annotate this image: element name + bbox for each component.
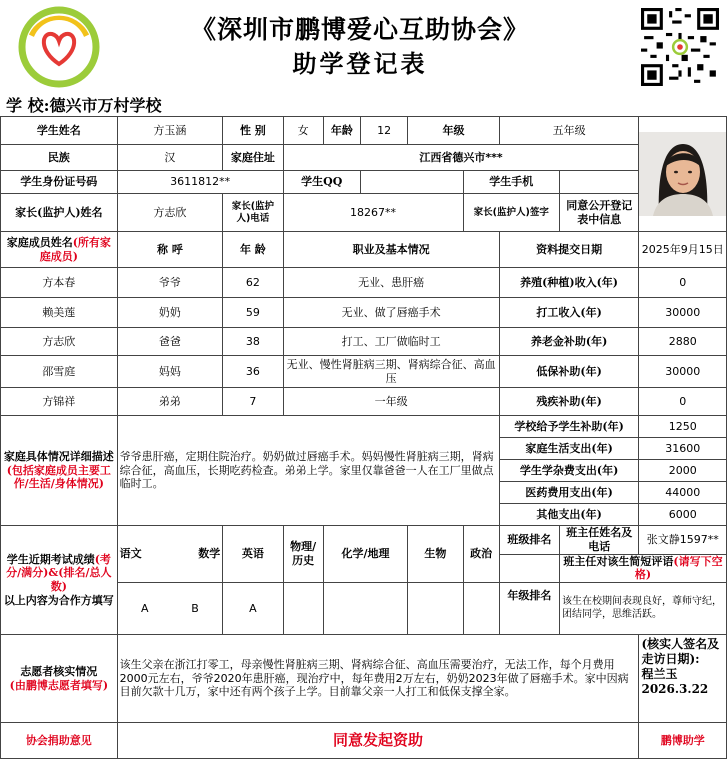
table-row (1, 416, 727, 438)
table-row (1, 194, 727, 232)
footer-opinion: 同意发起资助 (117, 723, 639, 759)
member-name: 方锦祥 (1, 388, 118, 416)
age-label: 年龄 (323, 117, 360, 145)
student-phone-value (560, 171, 639, 194)
subject-politics: 政治 (463, 526, 499, 583)
student-name: 方玉涵 (117, 117, 223, 145)
finance-value: 1250 (639, 416, 727, 438)
exam-scores-cell (117, 583, 223, 635)
qr-code-icon (640, 8, 720, 86)
verify-date: 2026.3.22 (641, 682, 709, 696)
grade-value: 五年级 (499, 117, 639, 145)
family-header-name-text: 家庭成员姓名 (6, 235, 73, 249)
association-logo (18, 6, 100, 88)
finance-label: 养殖(种植)收入(年) (499, 268, 639, 298)
volunteer-label (1, 635, 118, 723)
table-row (1, 635, 727, 723)
class-rank-value (499, 554, 559, 583)
table-row (1, 171, 727, 194)
finance-value: 6000 (639, 504, 727, 526)
table-row (1, 388, 727, 416)
grade-rank-label: 年级排名 (499, 583, 559, 635)
subject-biology: 生物 (408, 526, 463, 583)
footer-label: 协会捐助意见 (1, 723, 118, 759)
member-job: 无业、患肝癌 (283, 268, 499, 298)
exam-label (1, 526, 118, 635)
guardian-name-label: 家长(监护人)姓名 (1, 194, 118, 232)
score-physics-history (283, 583, 323, 635)
class-rank-label: 班级排名 (499, 526, 559, 555)
finance-value: 2000 (639, 460, 727, 482)
finance-label: 残疾补助(年) (499, 388, 639, 416)
score-english: A (223, 583, 283, 635)
table-row (1, 268, 727, 298)
volunteer-text: 该生父亲在浙江打零工，母亲慢性肾脏病三期、肾病综合征、高血压需要治疗，无法工作，每个月费用2000元左右，爷爷2020年患肝癌，现治疗中，每年费用2万左右，奶奶2023年做了唇癌手术。家中因病目前欠款十几万，家中还有两个孩子上学。目前靠父亲一人打工和低保支撑全家。 (117, 635, 639, 723)
student-photo-image (639, 132, 726, 216)
member-relation: 奶奶 (117, 298, 223, 328)
header (0, 0, 727, 90)
table-row (1, 328, 727, 356)
finance-label: 医药费用支出(年) (499, 482, 639, 504)
member-age: 59 (223, 298, 283, 328)
member-job: 打工、工厂做临时工 (283, 328, 499, 356)
student-phone-label: 学生手机 (463, 171, 560, 194)
exam-subjects-cell (117, 526, 223, 583)
table-row (1, 356, 727, 388)
registration-table (0, 116, 727, 759)
member-age: 38 (223, 328, 283, 356)
finance-label: 学校给予学生补助(年) (499, 416, 639, 438)
member-name: 邵雪庭 (1, 356, 118, 388)
member-relation: 妈妈 (117, 356, 223, 388)
finance-label: 低保补助(年) (499, 356, 639, 388)
member-job: 无业、慢性肾脏病三期、肾病综合征、高血压 (283, 356, 499, 388)
verify-cell (639, 635, 727, 723)
finance-value: 30000 (639, 298, 727, 328)
member-relation: 弟弟 (117, 388, 223, 416)
student-id-label: 学生身份证号码 (1, 171, 118, 194)
finance-label: 学生学杂费支出(年) (499, 460, 639, 482)
subject-math: 数学 (198, 547, 221, 561)
finance-label: 家庭生活支出(年) (499, 438, 639, 460)
subject-chemistry-geography: 化学/地理 (323, 526, 407, 583)
submit-date-label: 资料提交日期 (499, 232, 639, 268)
member-name: 方本春 (1, 268, 118, 298)
table-row (1, 117, 727, 145)
student-qq-label: 学生QQ (283, 171, 360, 194)
ethnicity-value: 汉 (117, 145, 223, 171)
subject-chinese: 语文 (119, 547, 142, 561)
family-detail-text: 爷爷患肝癌，定期住院治疗。奶奶做过唇癌手术。妈妈慢性肾脏病三期，肾病综合征，高血压，长期吃药检查。弟弟上学。家里仅靠爸爸一人在工厂里做点临时工。 (117, 416, 499, 526)
address-value: 江西省德兴市*** (283, 145, 639, 171)
finance-label: 打工收入(年) (499, 298, 639, 328)
family-header-name-note: (所有家庭成员) (39, 235, 111, 263)
finance-label: 养老金补助(年) (499, 328, 639, 356)
school-label: 学 校: (6, 96, 50, 115)
exam-label-text: 学生近期考试成绩 (6, 552, 95, 566)
finance-label: 其他支出(年) (499, 504, 639, 526)
submit-date: 2025年9月15日 (639, 232, 727, 268)
volunteer-label-text: 志愿者核实情况 (20, 664, 98, 678)
finance-value: 44000 (639, 482, 727, 504)
guardian-phone: 18267** (283, 194, 463, 232)
student-name-label: 学生姓名 (1, 117, 118, 145)
title-line-2: 助学登记表 (292, 49, 428, 78)
finance-value: 31600 (639, 438, 727, 460)
school-name: 德兴市万村学校 (49, 96, 162, 115)
member-age: 7 (223, 388, 283, 416)
member-age: 36 (223, 356, 283, 388)
finance-value: 2880 (639, 328, 727, 356)
comment-label-text: 班主任对该生简短评语 (563, 554, 674, 568)
family-header-relation: 称 呼 (117, 232, 223, 268)
comment-label (560, 554, 727, 583)
student-photo (639, 117, 727, 232)
age-value: 12 (360, 117, 407, 145)
score-chemistry-geography (323, 583, 407, 635)
family-header-age: 年 龄 (223, 232, 283, 268)
score-chinese: A (141, 601, 149, 615)
finance-value: 0 (639, 388, 727, 416)
school-line (6, 93, 162, 116)
gender-value: 女 (283, 117, 323, 145)
volunteer-label-note: (由鹏博志愿者填写) (9, 678, 109, 692)
guardian-consent: 同意公开登记表中信息 (560, 194, 639, 232)
exam-label-tail: 以上内容为合作方填写 (3, 593, 114, 607)
gender-label: 性 别 (223, 117, 283, 145)
ethnicity-label: 民族 (1, 145, 118, 171)
verify-label: (核实人签名及走访日期): (641, 637, 720, 666)
guardian-phone-label: 家长(监护人)电话 (223, 194, 283, 232)
member-name: 赖美莲 (1, 298, 118, 328)
member-job: 无业、做了唇癌手术 (283, 298, 499, 328)
family-header-job: 职业及基本情况 (283, 232, 499, 268)
finance-value: 30000 (639, 356, 727, 388)
member-relation: 爷爷 (117, 268, 223, 298)
verifier-name: 程兰玉 (641, 667, 678, 681)
teacher-label: 班主任姓名及电话 (560, 526, 639, 555)
guardian-name: 方志欣 (117, 194, 223, 232)
table-row (1, 526, 727, 555)
finance-value: 0 (639, 268, 727, 298)
teacher-value: 张文静1597** (639, 526, 727, 555)
teacher-comment: 该生在校期间表现良好，尊师守纪，团结同学，思维活跃。 (560, 583, 727, 635)
family-header-name (1, 232, 118, 268)
table-row (1, 723, 727, 759)
student-id-value: 3611812** (117, 171, 283, 194)
student-qq-value (360, 171, 463, 194)
score-math: B (191, 601, 199, 615)
comment-label-note: (请写下空格) (634, 554, 723, 582)
member-job: 一年级 (283, 388, 499, 416)
guardian-sign-label: 家长(监护人)签字 (463, 194, 560, 232)
member-relation: 爸爸 (117, 328, 223, 356)
exam-label-note: (考分/满分)&(排名/总人数) (6, 552, 112, 593)
subject-english: 英语 (223, 526, 283, 583)
grade-label: 年级 (408, 117, 499, 145)
family-detail-label (1, 416, 118, 526)
table-row (1, 145, 727, 171)
family-detail-label-note: (包括家庭成员主要工作/生活/身体情况) (6, 463, 111, 491)
score-politics (463, 583, 499, 635)
address-label: 家庭住址 (223, 145, 283, 171)
family-detail-label-text: 家庭具体情况详细描述 (3, 449, 114, 463)
table-row (1, 232, 727, 268)
score-biology (408, 583, 463, 635)
table-row (1, 298, 727, 328)
member-name: 方志欣 (1, 328, 118, 356)
subject-physics-history: 物理/历史 (283, 526, 323, 583)
footer-org: 鹏博助学 (639, 723, 727, 759)
member-age: 62 (223, 268, 283, 298)
title-line-1: 《深圳市鹏博爱心互助协会》 (190, 15, 529, 44)
